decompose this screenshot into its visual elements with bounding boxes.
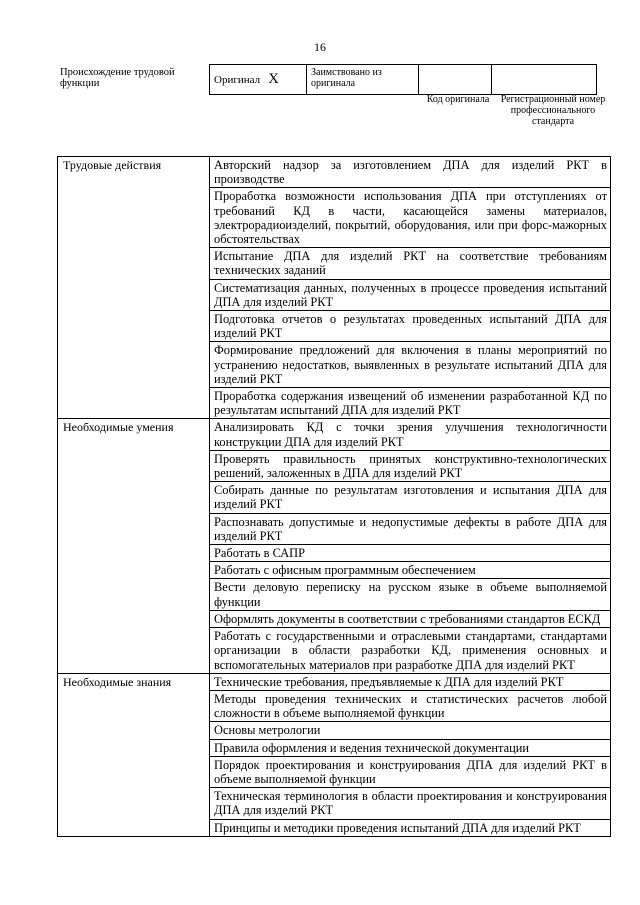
section-title: Необходимые умения [58, 419, 210, 673]
table-row [58, 673, 611, 690]
list-item: Работать с офисным программным обеспечением [210, 562, 611, 579]
borrowed-cell: Заимствовано из оригинала [307, 65, 419, 95]
list-item: Основы метрологии [210, 722, 611, 739]
list-item: Проработка содержания извещений об изменении разработанной КД по результатам испытаний ДПА для изделий РКТ [210, 388, 611, 419]
list-item: Анализировать КД с точки зрения улучшения технологичности конструкции ДПА для изделий РКТ [210, 419, 611, 450]
reg-number-caption: Регистрационный номер профессионального стандарта [500, 94, 606, 127]
list-item: Авторский надзор за изготовлением ДПА для изделий РКТ в производстве [210, 157, 611, 188]
list-item: Формирование предложений для включения в планы мероприятий по устранению недостатков, выявленных в результате испытаний ДПА для изделий РКТ [210, 342, 611, 388]
list-item: Собирать данные по результатам изготовления и испытания ДПА для изделий РКТ [210, 482, 611, 513]
table-row [58, 157, 611, 188]
list-item: Методы проведения технических и статистических расчетов любой сложности в объеме выполняемой функции [210, 690, 611, 721]
list-item: Проверять правильность принятых конструктивно-технологических решений, заложенных в ДПА для изделий РКТ [210, 450, 611, 481]
origin-label: Происхождение трудовой функции [60, 67, 175, 89]
original-label: Оригинал [214, 73, 261, 86]
code-cell [419, 65, 492, 95]
list-item: Систематизация данных, полученных в процессе проведения испытаний ДПА для изделий РКТ [210, 279, 611, 310]
original-cell [210, 65, 307, 95]
list-item: Испытание ДПА для изделий РКТ на соответствие требованиям технических заданий [210, 248, 611, 279]
section-title: Трудовые действия [58, 157, 210, 419]
section-title: Необходимые знания [58, 673, 210, 836]
list-item: Правила оформления и ведения технической документации [210, 739, 611, 756]
list-item: Принципы и методики проведения испытаний ДПА для изделий РКТ [210, 819, 611, 836]
list-item: Проработка возможности использования ДПА при отступлениях от требований КД в части, касающейся замены материалов, электрорадиоизделий, покрытий, оборудования, или при форс-мажорных обстоятельствах [210, 188, 611, 248]
list-item: Техническая терминология в области проектирования и конструирования ДПА для изделий РКТ [210, 788, 611, 819]
table-row [58, 419, 611, 450]
list-item: Распознавать допустимые и недопустимые дефекты в работе ДПА для изделий РКТ [210, 513, 611, 544]
list-item: Подготовка отчетов о результатах проведенных испытаний ДПА для изделий РКТ [210, 311, 611, 342]
function-table [57, 156, 611, 837]
list-item: Оформлять документы в соответствии с требованиями стандартов ЕСКД [210, 610, 611, 627]
original-mark: X [268, 70, 279, 87]
origin-table [209, 64, 597, 95]
list-item: Порядок проектирования и конструирования ДПА для изделий РКТ в объеме выполняемой функции [210, 756, 611, 787]
list-item: Работать в САПР [210, 545, 611, 562]
reg-number-cell [492, 65, 597, 95]
page-number: 16 [314, 40, 326, 54]
code-caption: Код оригинала [426, 94, 490, 105]
list-item: Работать с государственными и отраслевыми стандартами, стандартами организации в области разработки КД, применения основных и вспомогательных материалов при разработке ДПА для изделий РКТ [210, 628, 611, 674]
list-item: Технические требования, предъявляемые к ДПА для изделий РКТ [210, 673, 611, 690]
list-item: Вести деловую переписку на русском языке в объеме выполняемой функции [210, 579, 611, 610]
